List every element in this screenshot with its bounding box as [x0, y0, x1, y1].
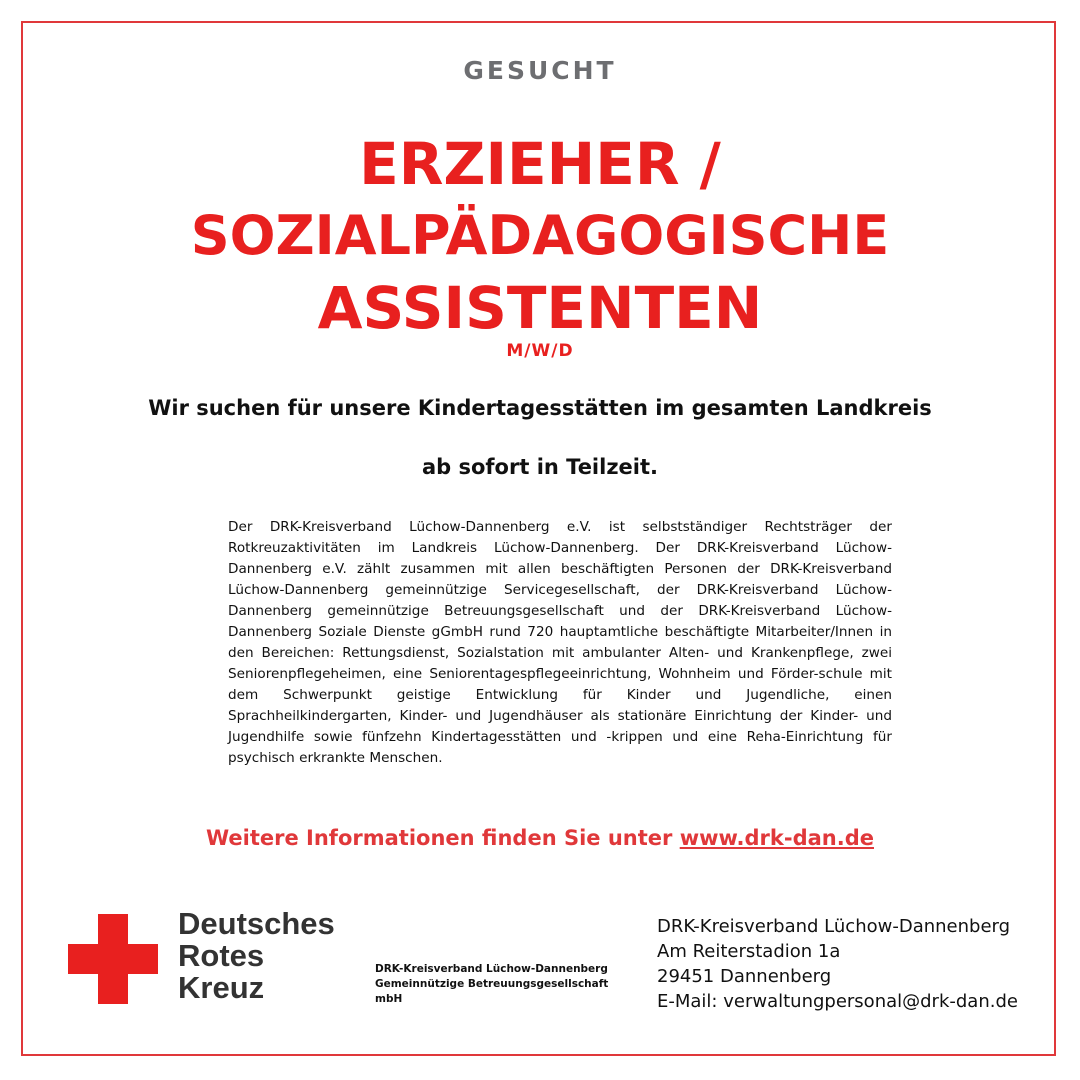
job-title-line-1: ERZIEHER / — [359, 130, 721, 198]
intro-line-2: ab sofort in Teilzeit. — [421, 455, 659, 479]
job-title — [0, 128, 1080, 344]
website-link[interactable]: www.drk-dan.de — [679, 826, 874, 850]
body-paragraph: Der DRK-Kreisverband Lüchow-Dannenberg e.V. ist selbstständiger Rechtsträger der Rotkreuzaktivitäten im Landkreis Lüchow-Dannenberg. Der DRK-Kreisverband Lüchow-Dannenberg e.V. zählt zusammen mit allen beschäftigten Personen der DRK-Kreisverband Lüchow-Dannenberg gemeinnützige Servicegesellschaft, der DRK-Kreisverband Lüchow-Dannenberg gemeinnützige Betreuungsgesellschaft und der DRK-Kreisverband Lüchow-Dannenberg Soziale Dienste gGmbH rund 720 hauptamtliche beschäftigte Mitarbeiter/Innen in den Bereichen: Rettungsdienst, Sozialstation mit ambulanter Alten- und Krankenpflege, zwei Seniorenpflegeheimen, eine Seniorentagespflegeeinrichtung, Wohnheim und Förder-schule mit dem Schwerpunkt geistige Entwicklung für Kinder und Jugendliche, einen Sprachheilkindergarten, Kinder- und Jugendhäuser als stationäre Einrichtung der Kinder- und Jugendhilfe sowie fünfzehn Kindertagesstätten und -krippen und eine Reha-Einrichtung für psychisch erkrankte Menschen. — [228, 519, 892, 766]
job-title-line-3: ASSISTENTEN — [317, 274, 763, 342]
contact-org: DRK-Kreisverband Lüchow-Dannenberg — [657, 916, 1011, 937]
sub-org-line-2: Gemeinnützige Betreuungsgesellschaft — [375, 978, 609, 990]
job-title-line-2: SOZIALPÄDAGOGISCHE — [190, 204, 890, 267]
wordmark-line-3: Kreuz — [178, 970, 265, 1005]
drk-wordmark — [178, 908, 335, 1004]
wordmark-line-2: Rotes — [178, 938, 265, 973]
sub-org-line-3: mbH — [375, 993, 403, 1005]
sub-organization — [375, 962, 635, 1007]
gender-note: M/W/D — [506, 341, 574, 361]
red-cross-icon — [68, 914, 158, 1004]
more-info-line — [0, 826, 1080, 850]
contact-city: 29451 Dannenberg — [657, 966, 832, 987]
more-info-text: Weitere Informationen finden Sie unter — [206, 826, 680, 850]
contact-block — [657, 914, 1018, 1014]
contact-email[interactable]: E-Mail: verwaltungpersonal@drk-dan.de — [657, 991, 1018, 1012]
sub-org-line-1: DRK-Kreisverband Lüchow-Dannenberg — [375, 963, 608, 975]
intro-line-1: Wir suchen für unsere Kindertagesstätten im gesamten Landkreis — [148, 396, 932, 420]
eyebrow-heading: GESUCHT — [463, 56, 617, 85]
contact-street: Am Reiterstadion 1a — [657, 941, 841, 962]
wordmark-line-1: Deutsches — [178, 906, 335, 941]
